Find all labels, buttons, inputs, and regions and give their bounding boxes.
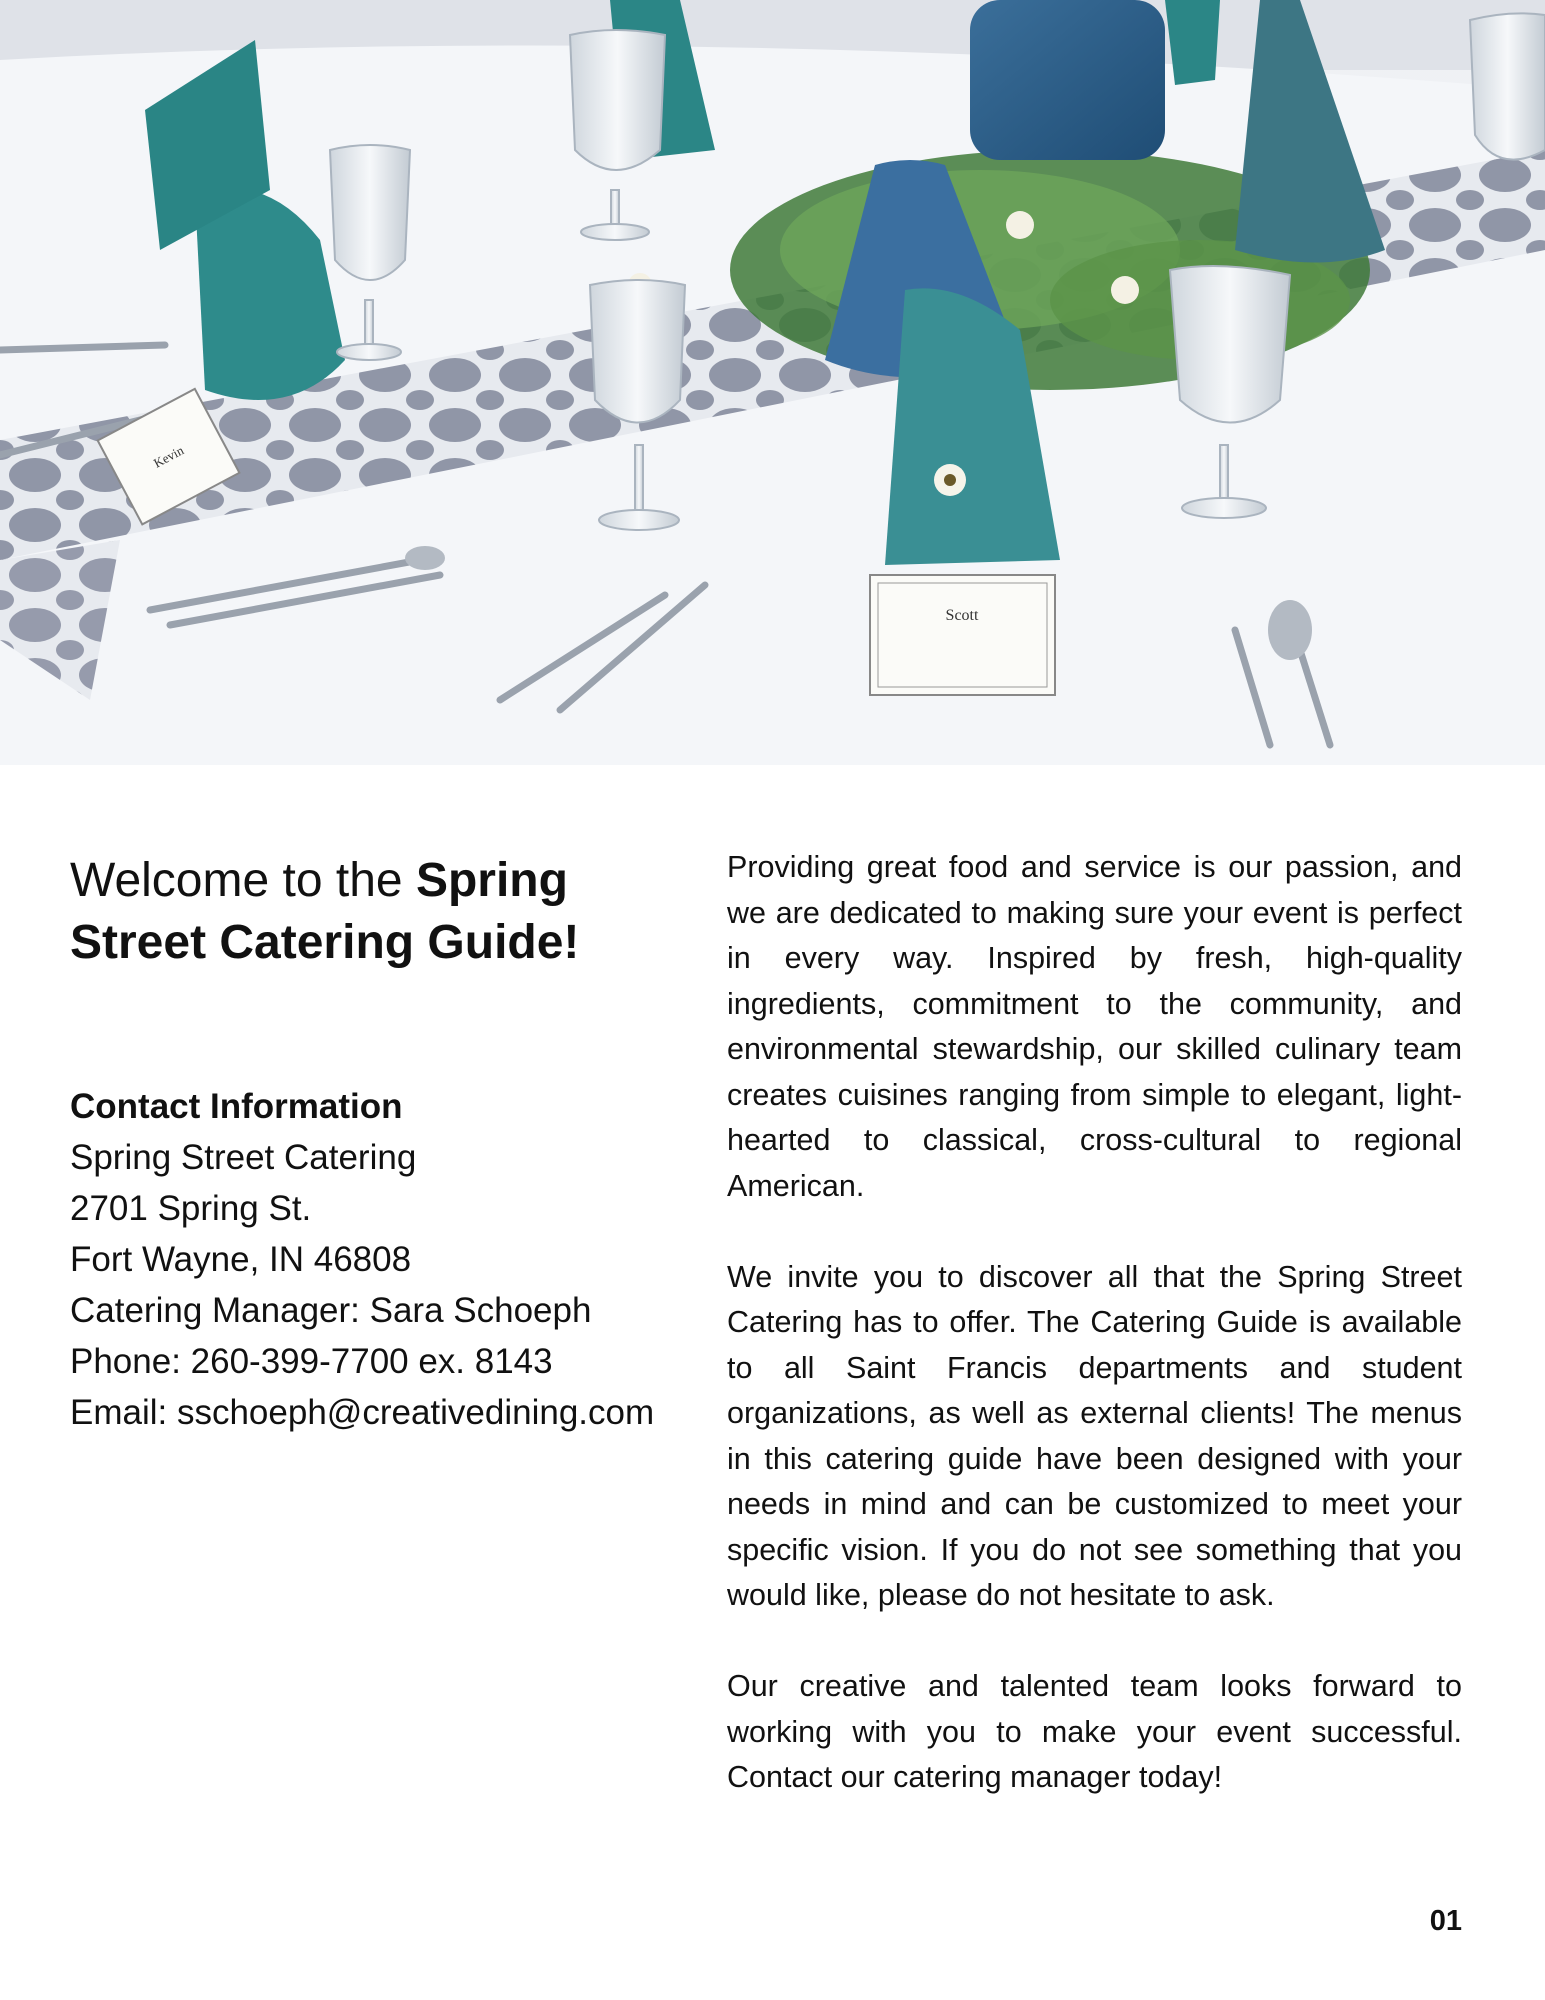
contact-phone: Phone: 260-399-7700 ex. 8143 — [70, 1342, 553, 1381]
contact-city: Fort Wayne, IN 46808 — [70, 1240, 412, 1279]
title-prefix: Welcome to the — [70, 854, 416, 907]
place-card-kevin-label: Kevin — [150, 442, 187, 471]
contact-heading: Contact Information — [70, 1087, 403, 1126]
page-title — [70, 850, 690, 974]
intro-paragraph: Providing great food and service is our passion, and we are dedicated to making sure your event is perfect in every way. Inspired by fresh, high-quality ingredients, commitment to the community, and environmental stewardship, our skilled culinary team creates cuisines ranging from simple to elegant, light-hearted to classical, cross-cultural to regional American. — [727, 850, 1462, 1203]
contact-manager: Catering Manager: Sara Schoeph — [70, 1291, 592, 1330]
right-column — [727, 845, 1462, 1846]
invite-paragraph: We invite you to discover all that the Spring Street Catering has to offer. The Catering Guide is available to all Saint Francis departments and student organizations, as well as external clients! The menus in this catering guide have been designed with your needs in mind and can be customized to meet your specific vision. If you do not see something that you would like, please do not hesitate to ask. — [727, 1259, 1462, 1612]
contact-email: Email: sschoeph@creativedining.com — [70, 1393, 655, 1432]
page-number: 01 — [1429, 1905, 1462, 1937]
hero-photo — [0, 0, 1545, 765]
place-card-scott — [870, 575, 1055, 695]
left-column — [70, 850, 690, 1438]
title-bold: Spring Street Catering Guide! — [70, 854, 580, 969]
place-card-scott-label: Scott — [945, 607, 979, 624]
contact-company: Spring Street Catering — [70, 1138, 417, 1177]
contact-street: 2701 Spring St. — [70, 1189, 312, 1228]
closing-paragraph: Our creative and talented team looks forward to working with you to make your event successful. Contact our catering manager today! — [727, 1669, 1462, 1794]
